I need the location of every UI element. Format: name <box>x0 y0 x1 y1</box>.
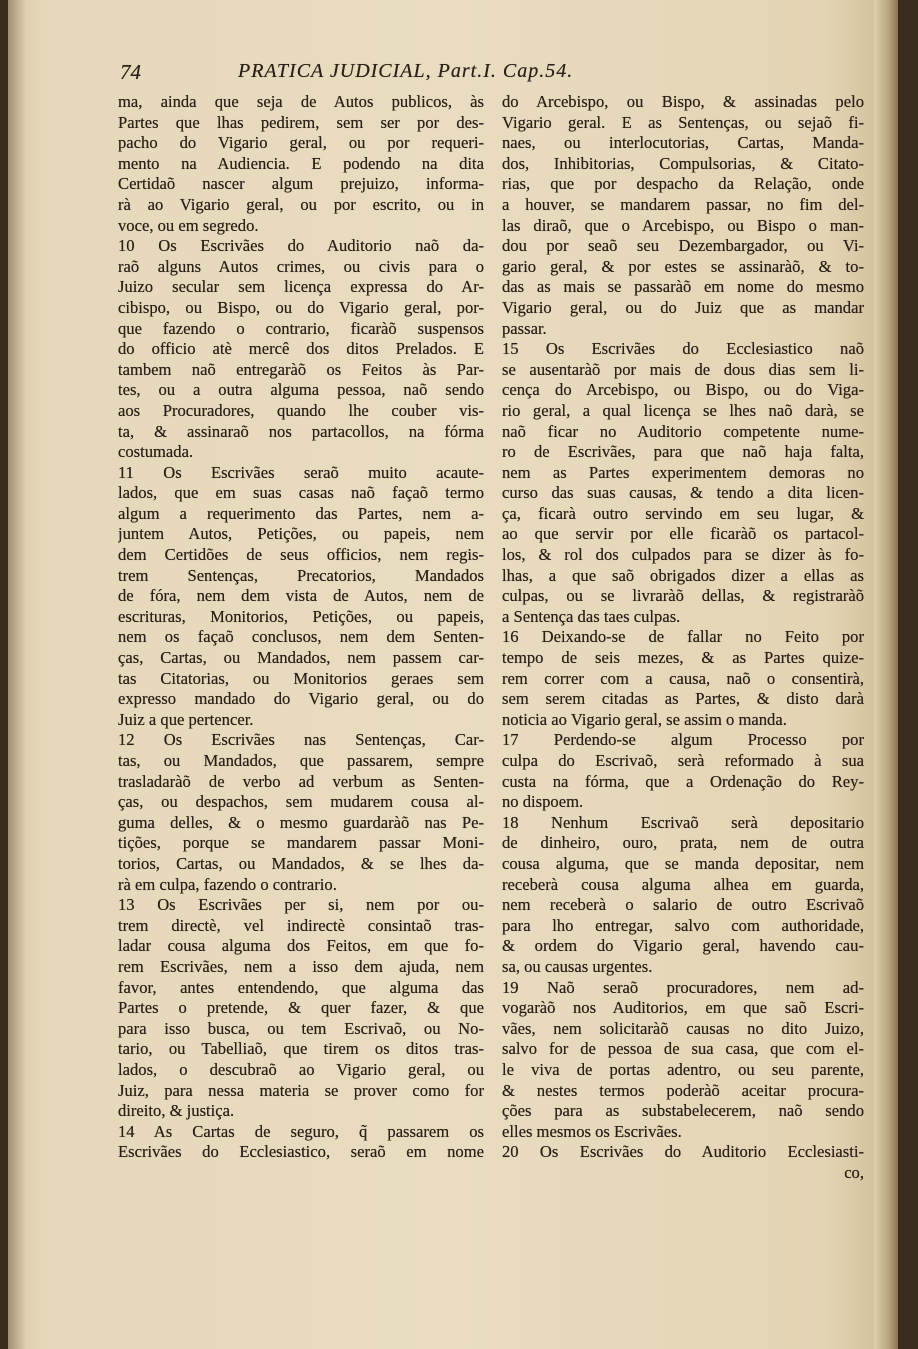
text-line: rias, que por despacho da Relação, onde <box>502 174 864 194</box>
text-line: costumada. <box>118 442 194 462</box>
text-line: trem directè, vel indirectè consintaõ tras- <box>118 915 484 935</box>
text-line: co, <box>844 1162 864 1182</box>
text-line: trasladaràõ de verbo ad verbum as Senten- <box>118 771 484 791</box>
text-line: ao que servir por elle ficaràõ os partacol- <box>502 524 864 544</box>
text-line: escrituras, Monitorios, Petições, ou papeis, <box>118 606 484 626</box>
text-line: 13 Os Escrivães per si, nem por ou- <box>118 895 484 915</box>
text-line: Vigario geral. E as Sentenças, ou sejaõ fi- <box>502 112 864 132</box>
text-line: naõ ficar no Auditorio competente nume- <box>502 421 864 441</box>
text-line: Partes que lhas pedirem, sem ser por des- <box>118 112 484 132</box>
text-line: rà em culpa, fazendo o contrario. <box>118 874 337 894</box>
text-line: se ausentaràõ por mais de dous dias sem li- <box>502 359 864 379</box>
text-line: gario geral, & por estes se assinaràõ, & to- <box>502 256 864 276</box>
text-line: Partes o pretende, & quer fazer, & que <box>118 998 484 1018</box>
text-line: 10 Os Escrivães do Auditorio naõ da- <box>118 236 484 256</box>
text-line: cibispo, ou Bispo, ou do Vigario geral, por- <box>118 297 484 317</box>
text-line: Juiz, para nessa materia se prover como for <box>118 1080 484 1100</box>
text-line: culpas, ou se livraràõ dellas, & registraràõ <box>502 586 864 606</box>
running-head: PRATICA JUDICIAL, Part.I. Cap.54. <box>238 60 574 82</box>
text-line: juntem Autos, Petições, ou papeis, nem <box>118 524 484 544</box>
text-line: passar. <box>502 318 547 338</box>
text-line: expresso mandado do Vigario geral, ou do <box>118 689 484 709</box>
text-line: los, & rol dos culpados para se dizer às fo- <box>502 545 864 565</box>
text-line: das as mais se passaràõ em nome do mesmo <box>502 277 864 297</box>
text-line: 17 Perdendo-se algum Processo por <box>502 730 864 750</box>
text-line: nem receberà o salario de outro Escrivaõ <box>502 895 864 915</box>
text-line: no dispoem. <box>502 792 584 812</box>
text-line: tes, ou a outra alguma pessoa, naõ sendo <box>118 380 484 400</box>
text-line: sem serem citadas as Partes, & disto darà <box>502 689 864 709</box>
text-line: ções para as substabelecerem, naõ sendo <box>502 1101 864 1121</box>
text-line: para isso busca, ou tem Escrivaõ, ou No- <box>118 1018 484 1038</box>
text-line: vogaràõ nos Auditorios, em que saõ Escri- <box>502 998 864 1018</box>
text-line: pacho do Vigario geral, ou por requeri- <box>118 133 484 153</box>
text-line: a houver, se mandarem passar, no fim del- <box>502 194 864 214</box>
page-header <box>120 60 720 90</box>
text-line: ta, & assinaraõ nos partacollos, na fórma <box>118 421 484 441</box>
text-line: elles mesmos os Escrivães. <box>502 1121 682 1141</box>
text-line: le viva de portas adentro, ou seu parente, <box>502 1059 864 1079</box>
text-line: 20 Os Escrivães do Auditorio Ecclesiasti- <box>502 1142 864 1162</box>
text-line: dem Certidões de seus officios, nem regis- <box>118 545 484 565</box>
text-line: trem Sentenças, Precatorios, Mandados <box>118 565 484 585</box>
text-line: lhas, a que saõ obrigados dizer a ellas as <box>502 565 864 585</box>
text-line: 15 Os Escrivães do Ecclesiastico naõ <box>502 339 864 359</box>
book-page <box>8 0 898 1349</box>
text-line: vães, nem solicitaràõ causas no dito Juizo, <box>502 1018 864 1038</box>
text-line: noticia ao Vigario geral, se assim o manda. <box>502 709 787 729</box>
text-line: rem correr com a causa, naõ o consentirà, <box>502 668 864 688</box>
text-line: raõ alguns Autos crimes, ou civis para o <box>118 256 484 276</box>
text-line: dou por seaõ seu Dezembargador, ou Vi- <box>502 236 864 256</box>
text-line: de fóra, nem dem vista de Autos, nem de <box>118 586 484 606</box>
text-line: rio geral, a qual licença se lhes naõ darà, se <box>502 400 864 420</box>
text-line: Juizo secular sem licença expressa do Ar- <box>118 277 484 297</box>
text-line: tambem naõ entregaràõ os Feitos às Par- <box>118 359 484 379</box>
text-line: custa na fórma, que a Ordenação do Rey- <box>502 771 864 791</box>
text-line: do officio atè mercê dos ditos Prelados. E <box>118 339 484 359</box>
text-line: nem os façaõ conclusos, nem dem Senten- <box>118 627 484 647</box>
text-line: ça, ficarà outro servindo em seu lugar, & <box>502 503 864 523</box>
text-line: lados, que em suas casas naõ façaõ termo <box>118 483 484 503</box>
text-line: salvo for de pessoa de sua casa, que com el- <box>502 1039 864 1059</box>
text-line: Juiz a que pertencer. <box>118 709 254 729</box>
text-line: & ordem do Vigario geral, havendo cau- <box>502 936 864 956</box>
text-line: & nestes termos poderàõ aceitar procura- <box>502 1080 864 1100</box>
text-line: Certidaõ nascer algum prejuizo, informa- <box>118 174 484 194</box>
text-line: culpa do Escrivaõ, serà reformado à sua <box>502 751 864 770</box>
text-line: 19 Naõ seraõ procuradores, nem ad- <box>502 977 864 997</box>
text-line: de dinheiro, ouro, prata, nem de outra <box>502 833 864 853</box>
text-line: torios, Cartas, ou Mandados, & se lhes da- <box>118 853 484 873</box>
text-line: mento na Audiencia. E podendo na dita <box>118 153 484 173</box>
page-number: 74 <box>120 60 141 84</box>
text-line: voce, ou em segredo. <box>118 215 259 235</box>
text-line: 12 Os Escrivães nas Sentenças, Car- <box>118 730 484 750</box>
text-line: dos, Inhibitorias, Compulsorias, & Citato- <box>502 153 864 173</box>
text-line: rem Escrivães, nem a isso dem ajuda, nem <box>118 956 484 976</box>
text-line: 14 As Cartas de seguro, q̃ passarem os <box>118 1121 484 1141</box>
text-line: direito, & justiça. <box>118 1101 235 1121</box>
page-edge <box>874 0 898 1349</box>
text-line: sa, ou causas urgentes. <box>502 956 653 976</box>
text-line: Vigario geral, ou do Juiz que as mandar <box>502 297 864 317</box>
text-line: tempo de seis mezes, & as Partes quize- <box>502 648 864 668</box>
text-line: para lho entregar, salvo com authoridade, <box>502 915 864 935</box>
text-line: naes, ou interlocutorias, Cartas, Manda- <box>502 133 864 153</box>
text-line: favor, antes entendendo, que alguma das <box>118 977 484 997</box>
text-line: cença do Arcebispo, ou Bispo, ou do Viga- <box>502 380 864 400</box>
text-line: ladar cousa alguma dos Feitos, em que fo- <box>118 936 484 956</box>
text-line: receberà cousa alguma alhea em guarda, <box>502 874 864 894</box>
text-line: aos Procuradores, quando lhe couber vis- <box>118 400 484 420</box>
text-line: 16 Deixando-se de fallar no Feito por <box>502 627 864 647</box>
text-line: Escrivães do Ecclesiastico, seraõ em nome <box>118 1142 484 1162</box>
text-line: guma delles, & o mesmo guardaràõ nas Pe- <box>118 812 484 832</box>
text-line: que fazendo o contrario, ficaràõ suspensos <box>118 318 484 338</box>
right-column <box>502 92 864 1183</box>
text-line: ro de Escrivães, para que naõ haja falta, <box>502 442 864 462</box>
text-line: algum a requerimento das Partes, nem a- <box>118 503 484 523</box>
text-line: curso das suas causas, & tendo a dita licen- <box>502 483 864 503</box>
text-line: las diraõ, que o Arcebispo, ou Bispo o man- <box>502 215 864 235</box>
text-line: a Sentença das taes culpas. <box>502 606 681 626</box>
text-line: tas Citatorias, ou Monitorios geraes sem <box>118 668 484 688</box>
text-line: rà ao Vigario geral, ou por escrito, ou in <box>118 194 484 214</box>
text-line: 18 Nenhum Escrivaõ serà depositario <box>502 812 864 832</box>
text-line: ças, ou despachos, sem mudarem cousa al- <box>118 792 484 812</box>
text-line: lados, o descubraõ ao Vigario geral, ou <box>118 1059 484 1079</box>
text-line: do Arcebispo, ou Bispo, & assinadas pelo <box>502 92 864 111</box>
text-line: 11 Os Escrivães seraõ muito acaute- <box>118 462 484 482</box>
text-line: cousa alguma, que se manda depositar, nem <box>502 853 864 873</box>
text-line: nem as Partes experimentem demoras no <box>502 462 864 482</box>
text-line: ma, ainda que seja de Autos publicos, às <box>118 92 484 111</box>
left-column <box>118 92 484 1163</box>
text-line: tições, porque se mandarem passar Moni- <box>118 833 484 853</box>
text-line: tas, ou Mandados, que passarem, sempre <box>118 751 484 770</box>
text-line: tario, ou Tabelliaõ, que tirem os ditos tras- <box>118 1039 484 1059</box>
text-line: ças, Cartas, ou Mandados, nem passem car- <box>118 648 484 668</box>
